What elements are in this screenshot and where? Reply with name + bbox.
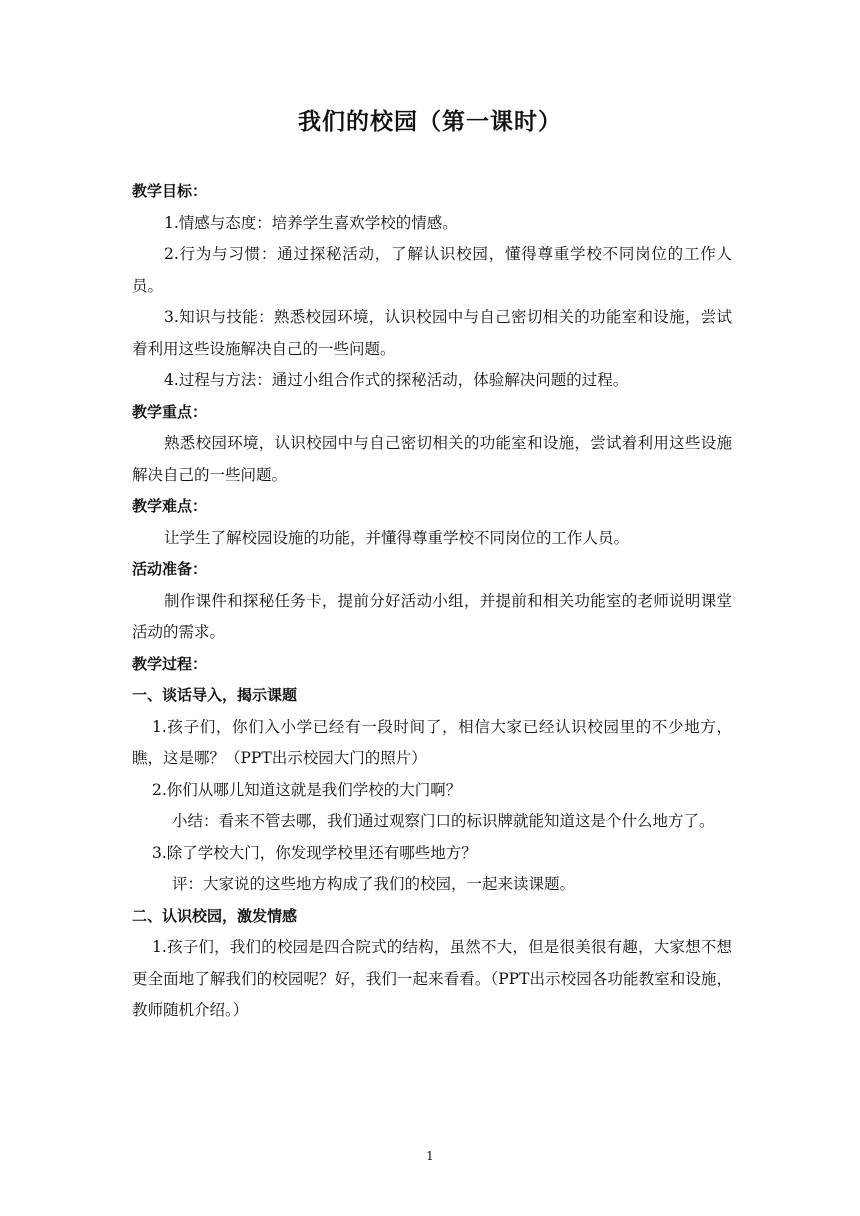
page-number: 1 [426, 1149, 434, 1163]
goal-item: 4.过程与方法：通过小组合作式的探秘活动，体验解决问题的过程。 [164, 371, 629, 389]
preparation-heading: 活动准备： [132, 560, 208, 578]
key-points-text: 熟悉校园环境，认识校园中与自己密切相关的功能室和设施，尝试着利用这些设施解决自己的一些问题。 [132, 434, 732, 484]
document-body [132, 176, 732, 1027]
process-heading: 教学过程： [132, 654, 208, 673]
goal-item: 2.行为与习惯：通过探秘活动，了解认识校园，懂得尊重学校不同岗位的工作人员。 [132, 245, 732, 295]
part1-heading: 一、谈话导入，揭示课题 [132, 686, 298, 704]
goal-item: 3.知识与技能：熟悉校园环境，认识校园中与自己密切相关的功能室和设施，尝试着利用这些设施解决自己的一些问题。 [132, 308, 732, 358]
goal-item: 1.情感与态度：培养学生喜欢学校的情感。 [164, 213, 458, 232]
goals-heading: 教学目标： [132, 182, 208, 200]
difficulty-text: 让学生了解校园设施的功能，并懂得尊重学校不同岗位的工作人员。 [164, 528, 630, 547]
part1-comment: 评：大家说的这些地方构成了我们的校园，一起来读课题。 [172, 875, 576, 893]
page-title: 我们的校园（第一课时） [298, 109, 562, 135]
part1-summary: 小结：看来不管去哪，我们通过观察门口的标识牌就能知道这是个什么地方了。 [172, 812, 715, 830]
part2-heading: 二、认识校园，激发情感 [132, 906, 298, 925]
preparation-text: 制作课件和探秘任务卡，提前分好活动小组，并提前和相关功能室的老师说明课堂活动的需求。 [132, 591, 732, 641]
part1-item: 3.除了学校大门，你发现学校里还有哪些地方？ [152, 843, 477, 862]
key-points-heading: 教学重点： [132, 402, 208, 421]
part1-item: 1.孩子们，你们入小学已经有一段时间了，相信大家已经认识校园里的不少地方，瞧，这是哪？（PPT出示校园大门的照片） [132, 717, 732, 767]
part2-item: 1.孩子们，我们的校园是四合院式的结构，虽然不大，但是很美很有趣，大家想不想更全面地了解我们的校园呢？好，我们一起来看看。（PPT出示校园各功能教室和设施，教师随机介绍。） [132, 938, 732, 1019]
part1-item: 2.你们从哪儿知道这就是我们学校的大门啊？ [152, 780, 462, 799]
difficulty-heading: 教学难点： [132, 497, 208, 515]
